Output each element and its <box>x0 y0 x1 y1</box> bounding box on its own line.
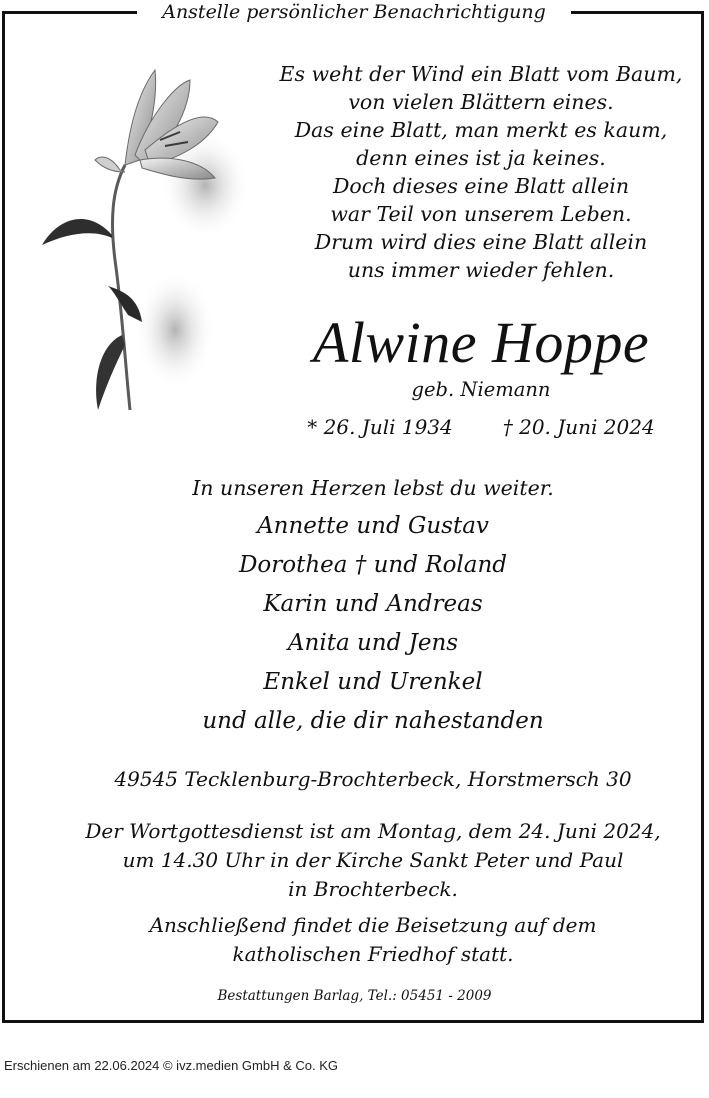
poem-line: Drum wird dies eine Blatt allein <box>314 230 648 254</box>
mourner-entry: Karin und Andreas <box>263 591 483 617</box>
service-info <box>0 817 709 904</box>
notice-header: Anstelle persönlicher Benachrichtigung <box>137 0 571 24</box>
burial-line: katholischen Friedhof statt. <box>232 942 514 966</box>
mourner-entry: Dorothea † und Roland <box>238 552 508 578</box>
poem-line: von vielen Blättern eines. <box>348 90 614 114</box>
poem <box>262 60 700 284</box>
mourner-entry: Anita und Jens <box>287 630 459 656</box>
poem-line: Doch dieses eine Blatt allein <box>332 174 630 198</box>
poem-line: denn eines ist ja keines. <box>356 146 606 170</box>
birth-date: * 26. Juli 1934 <box>307 415 453 439</box>
mourners-list <box>0 507 709 741</box>
poem-line: Das eine Blatt, man merkt es kaum, <box>294 118 668 142</box>
mourner-entry: Annette und Gustav <box>257 513 489 539</box>
lily-flower-icon <box>30 60 270 440</box>
family-address: 49545 Tecklenburg-Brochterbeck, Horstmersch 30 <box>114 767 632 791</box>
burial-line: Anschließend findet die Beisetzung auf dem <box>149 913 597 937</box>
poem-line: war Teil von unserem Leben. <box>330 202 632 226</box>
mourner-entry: Enkel und Urenkel <box>263 669 483 695</box>
death-date: † 20. Juni 2024 <box>502 415 655 439</box>
service-line: Der Wortgottesdienst ist am Montag, dem 24. Juni 2024, <box>85 819 661 843</box>
service-line: um 14.30 Uhr in der Kirche Sankt Peter und Paul <box>122 848 624 872</box>
maiden-name: geb. Niemann <box>411 378 551 401</box>
deceased-name: Alwine Hoppe <box>312 310 650 375</box>
tribute-line: In unseren Herzen lebst du weiter. <box>192 476 554 500</box>
undertaker-contact: Bestattungen Barlag, Tel.: 05451 - 2009 <box>217 988 492 1004</box>
poem-line: Es weht der Wind ein Blatt vom Baum, <box>279 62 683 86</box>
life-dates <box>262 412 700 442</box>
burial-info <box>0 911 709 969</box>
publication-footer: Erschienen am 22.06.2024 © ivz.medien GmbH & Co. KG <box>4 1058 339 1073</box>
mourner-entry: und alle, die dir nahestanden <box>202 708 544 734</box>
poem-line: uns immer wieder fehlen. <box>347 258 615 282</box>
service-line: in Brochterbeck. <box>288 877 458 901</box>
